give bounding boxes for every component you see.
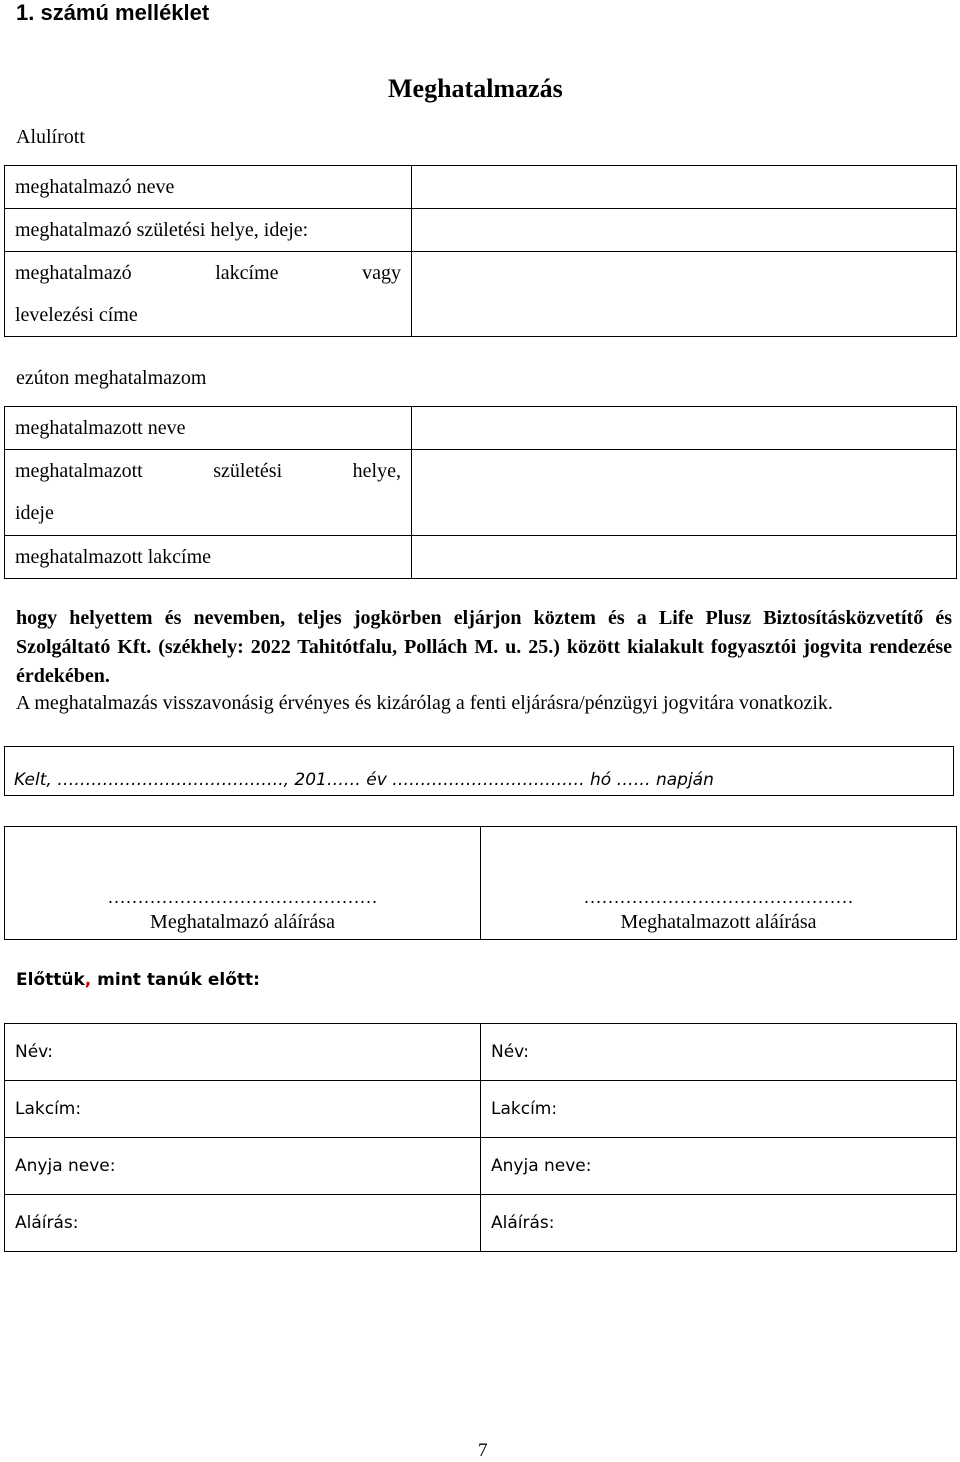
agent-table — [4, 406, 957, 579]
agent-birth-word-2: születési — [213, 460, 283, 482]
grantor-address-label — [5, 252, 411, 336]
witness2-name-label: Név: — [491, 1042, 530, 1062]
purpose-paragraph: hogy helyettem és nevemben, teljes jogkörben eljárjon köztem és a Life Plusz Biztosításközvetítő és Szolgáltató Kft. (székhely: 2022 Tahitótfalu, Pollách M. u. 25.) között kialakult fogyasztói jogvita rendezése érdekében. — [16, 607, 952, 687]
agent-name-label: meghatalmazott neve — [15, 417, 186, 439]
grantor-birth-field[interactable] — [412, 209, 957, 252]
witness1-mother-label: Anyja neve: — [15, 1156, 116, 1176]
grantor-name-field[interactable] — [412, 166, 957, 209]
grantor-signature-cell[interactable] — [5, 827, 481, 940]
agent-signature-label: Meghatalmazott aláírása — [620, 911, 817, 933]
witness1-signature-cell[interactable] — [5, 1195, 481, 1252]
witness2-mother-label: Anyja neve: — [491, 1156, 592, 1176]
witness-heading-part1: Előttük — [16, 970, 85, 990]
witness1-address-label: Lakcím: — [15, 1099, 82, 1119]
witness2-address-label: Lakcím: — [491, 1099, 558, 1119]
witness1-mother-cell[interactable] — [5, 1138, 481, 1195]
witness1-name-cell[interactable] — [5, 1024, 481, 1081]
grantor-table — [4, 165, 957, 337]
witness2-signature-label: Aláírás: — [491, 1213, 555, 1233]
annex-heading: 1. számú melléklet — [16, 0, 210, 25]
agent-birth-word-1: meghatalmazott — [15, 460, 143, 482]
agent-birth-label — [5, 450, 411, 534]
witness1-signature-label: Aláírás: — [15, 1213, 79, 1233]
witness1-name-label: Név: — [15, 1042, 54, 1062]
agent-address-label: meghatalmazott lakcíme — [15, 546, 212, 568]
agent-name-field[interactable] — [412, 407, 957, 450]
witness2-address-cell[interactable] — [481, 1081, 957, 1138]
grantor-address-line2: levelezési címe — [15, 304, 138, 326]
agent-birth-field[interactable] — [412, 450, 957, 536]
grantor-address-field[interactable] — [412, 252, 957, 337]
grantor-birth-label: meghatalmazó születési helye, ideje: — [15, 219, 309, 241]
agent-address-field[interactable] — [412, 536, 957, 579]
grantor-address-word-1: meghatalmazó — [15, 262, 132, 284]
agent-intro: ezúton meghatalmazom — [16, 367, 207, 389]
agent-birth-word-3: helye, — [352, 460, 401, 482]
witness1-address-cell[interactable] — [5, 1081, 481, 1138]
agent-birth-line2: ideje — [15, 502, 54, 524]
grantor-signature-line: ……………………………………… — [107, 887, 378, 907]
grantor-name-label: meghatalmazó neve — [15, 176, 175, 198]
agent-address-label-cell — [5, 536, 412, 579]
grantor-address-word-2: lakcíme — [215, 262, 279, 284]
grantor-signature-label: Meghatalmazó aláírása — [150, 911, 335, 933]
document-title: Meghatalmazás — [388, 74, 563, 103]
agent-signature-line: ……………………………………… — [583, 887, 854, 907]
validity-paragraph: A meghatalmazás visszavonásig érvényes és kizárólag a fenti eljárásra/pénzügyi jogvitára vonatkozik. — [16, 692, 833, 714]
agent-signature-cell[interactable] — [481, 827, 957, 940]
date-place-line[interactable]: Kelt, …………………………………., 201…… év ……………………………. hó …… napján — [14, 770, 714, 790]
agent-birth-label-cell — [5, 450, 412, 536]
witness2-mother-cell[interactable] — [481, 1138, 957, 1195]
agent-name-label-cell — [5, 407, 412, 450]
grantor-name-label-cell — [5, 166, 412, 209]
grantor-intro: Alulírott — [16, 126, 85, 148]
witness-heading — [16, 970, 260, 990]
grantor-address-word-3: vagy — [362, 262, 401, 284]
witness2-signature-cell[interactable] — [481, 1195, 957, 1252]
grantor-address-label-cell — [5, 252, 412, 337]
grantor-birth-label-cell — [5, 209, 412, 252]
witness2-name-cell[interactable] — [481, 1024, 957, 1081]
witness-table — [4, 1023, 957, 1252]
witness-heading-comma: , — [84, 970, 92, 990]
signature-table — [4, 826, 957, 940]
page-number: 7 — [478, 1440, 488, 1461]
witness-heading-part2: mint tanúk előtt: — [91, 970, 260, 990]
